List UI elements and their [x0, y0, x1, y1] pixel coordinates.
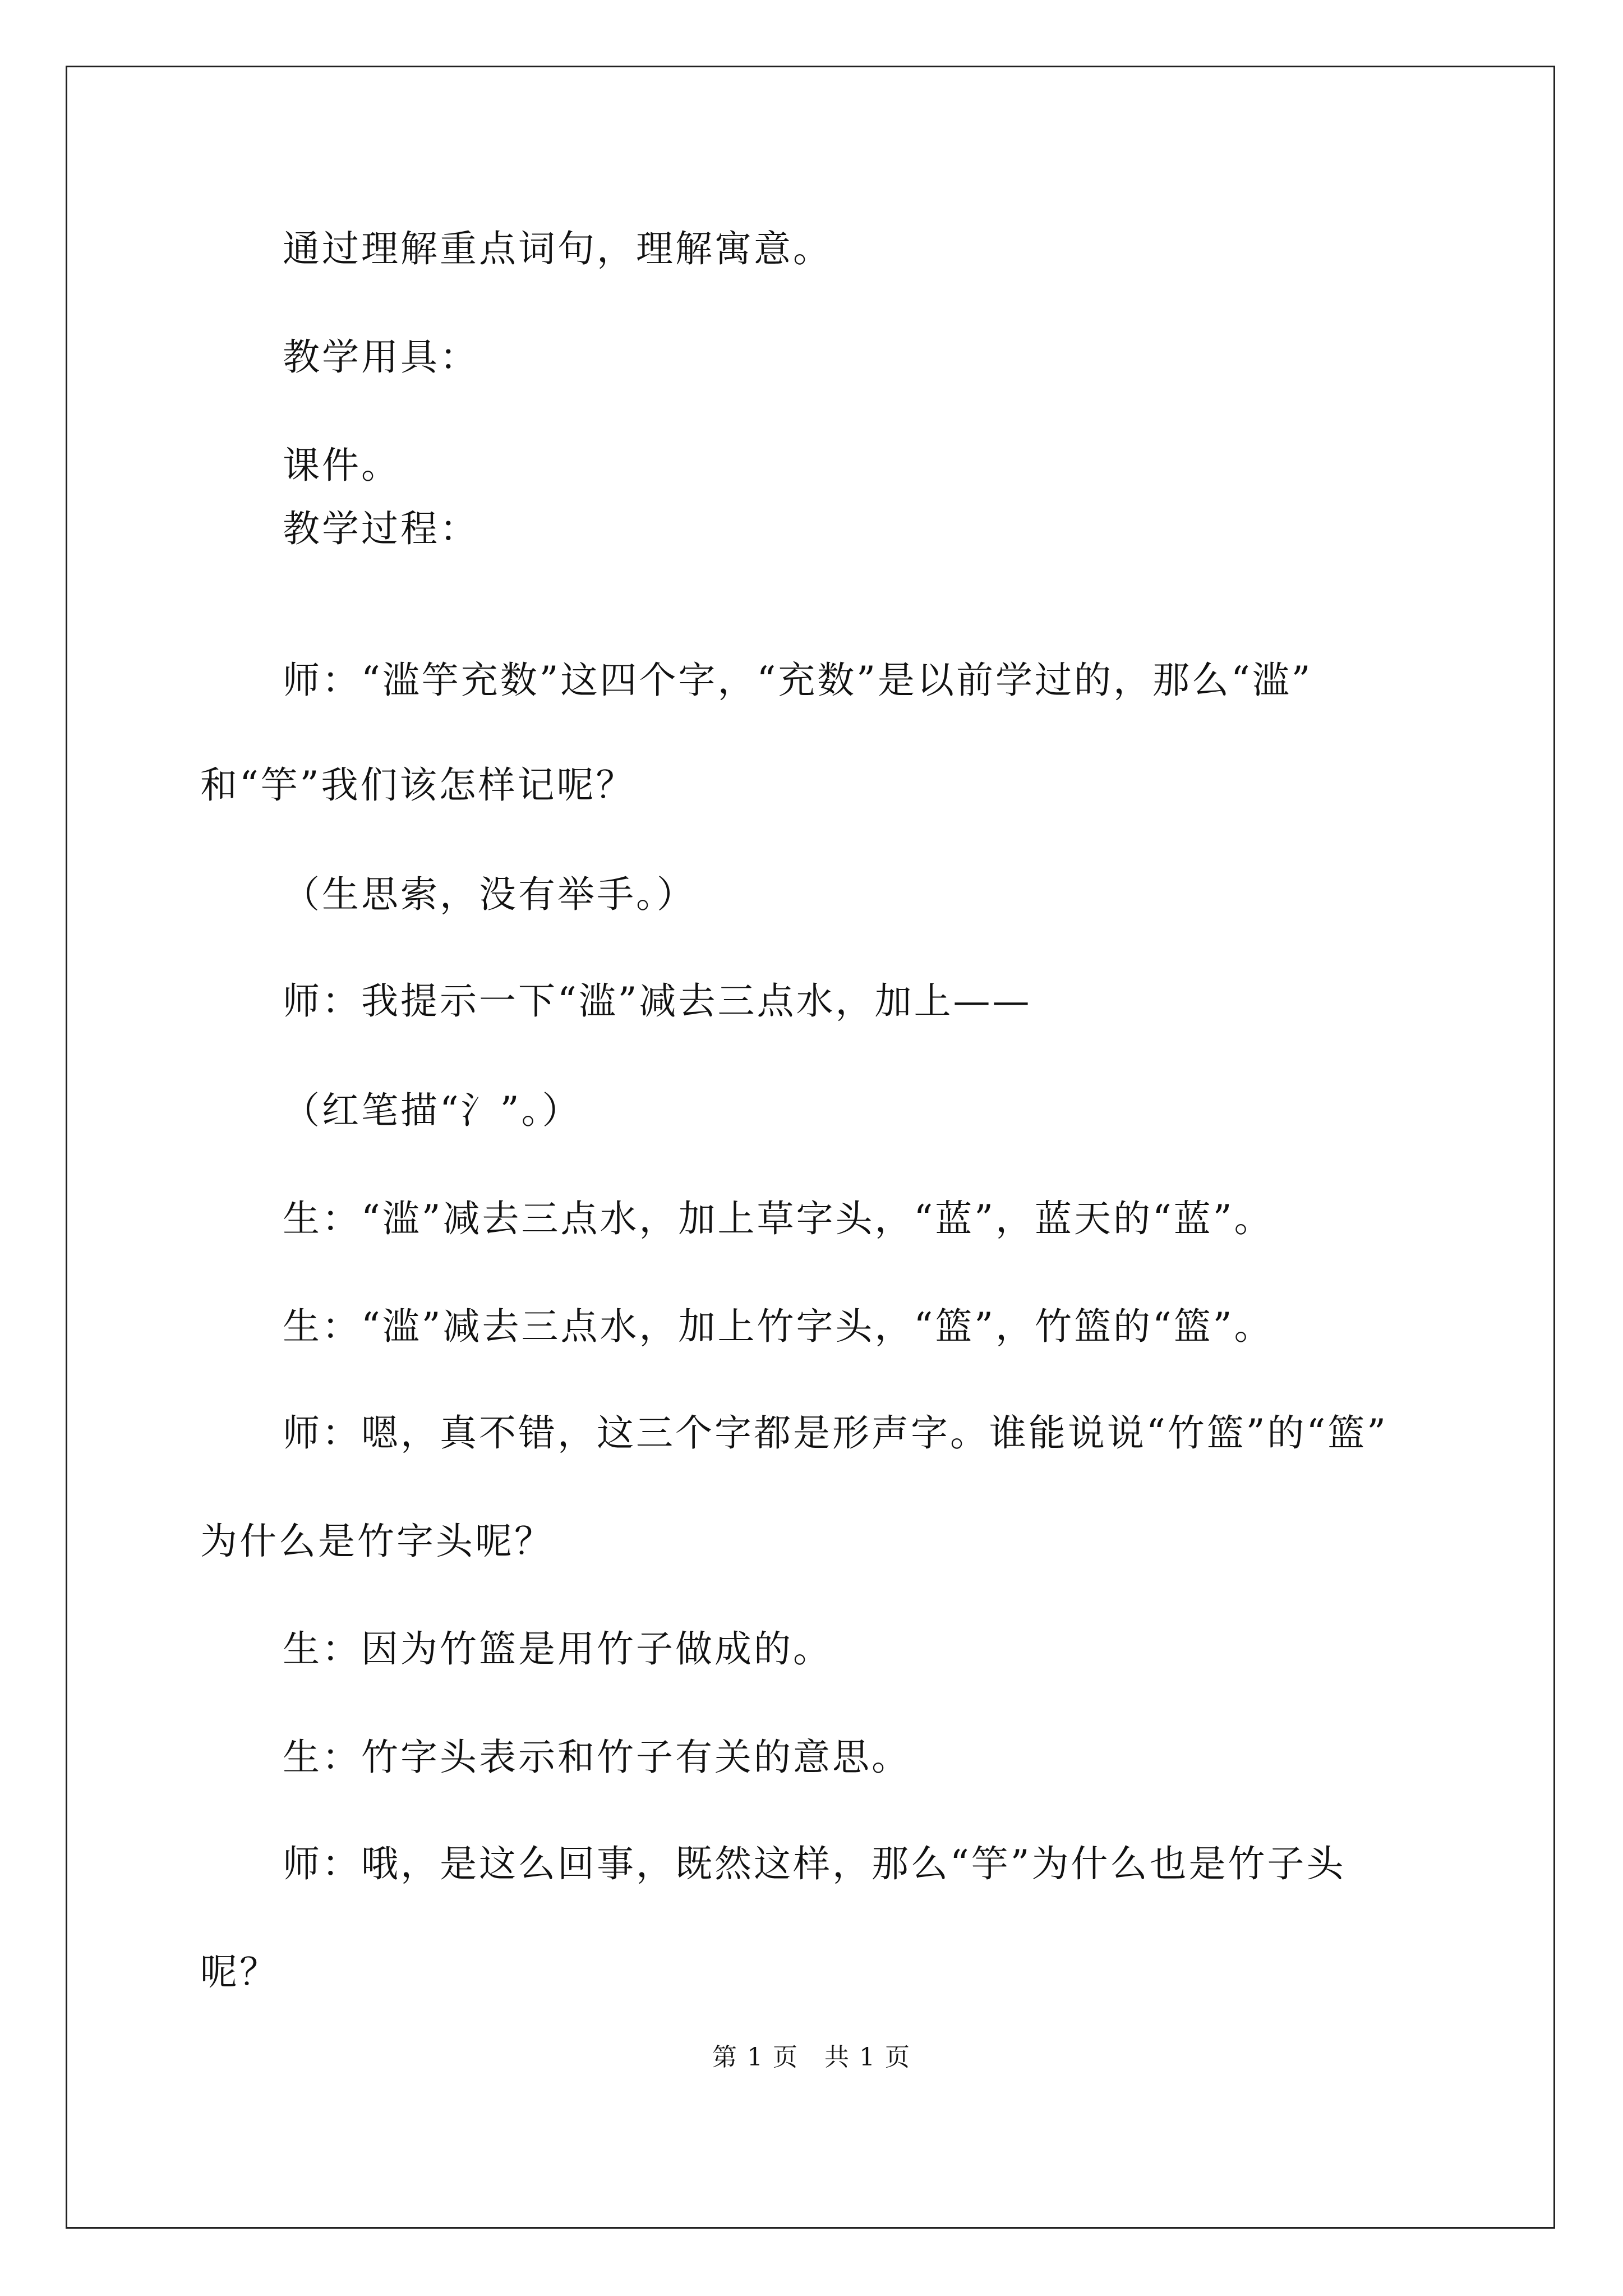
paragraph-line: 师：我提示一下“滥”减去三点水，加上——: [283, 979, 1032, 1023]
paragraph-line: （红笔描“氵”。）: [283, 1089, 582, 1132]
paragraph-line: 教学过程：: [283, 507, 479, 550]
page-border: [66, 66, 1555, 2229]
paragraph-line: 教学用具：: [283, 335, 479, 379]
paragraph-line: 通过理解重点词句，理解寓意。: [283, 227, 832, 270]
paragraph-line: 课件。: [283, 444, 400, 487]
paragraph-line: 呢？: [200, 1950, 279, 1994]
paragraph-line: 师：“滥竽充数”这四个字，“充数”是以前学过的，那么“滥”: [283, 659, 1313, 702]
paragraph-line: （生思索，没有举手。）: [283, 873, 696, 916]
paragraph-line: 师：嗯，真不错，这三个字都是形声字。谁能说说“竹篮”的“篮”: [283, 1411, 1388, 1455]
paragraph-line: 生：“滥”减去三点水，加上竹字头，“篮”，竹篮的“篮”。: [283, 1305, 1274, 1348]
paragraph-line: 生：竹字头表示和竹子有关的意思。: [283, 1736, 911, 1779]
paragraph-line: 和“竽”我们该怎样记呢？: [200, 763, 635, 807]
paragraph-line: 师：哦，是这么回事，既然这样，那么“竽”为什么也是竹子头: [283, 1842, 1346, 1885]
paragraph-line: 生：因为竹篮是用竹子做成的。: [283, 1627, 832, 1671]
page-footer: 第 1 页 共 1 页: [712, 2043, 911, 2072]
paragraph-line: 为什么是竹字头呢？: [200, 1520, 554, 1563]
paragraph-line: 生：“滥”减去三点水，加上草字头，“蓝”，蓝天的“蓝”。: [283, 1197, 1274, 1240]
